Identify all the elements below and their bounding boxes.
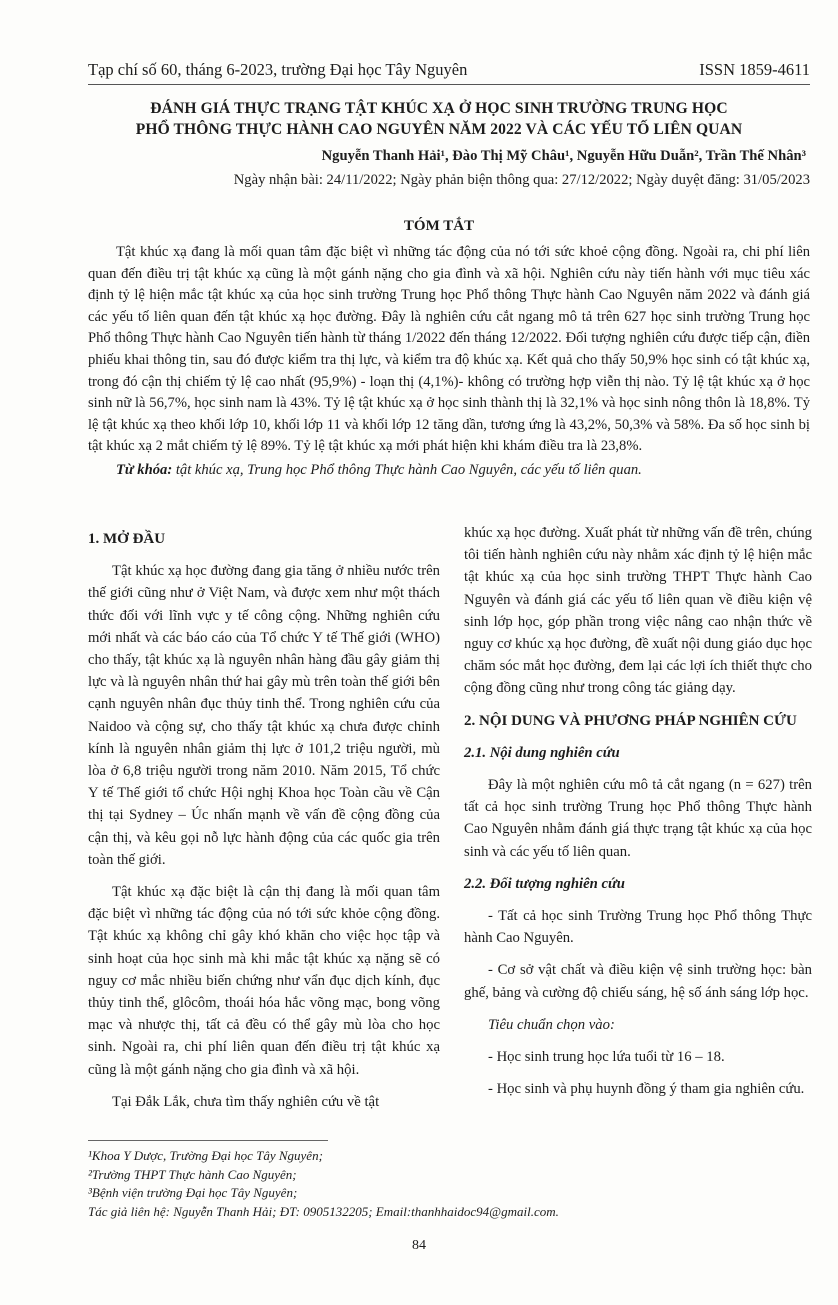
right-column — [464, 522, 812, 1110]
keywords-text: tật khúc xạ, Trung học Phổ thông Thực hành Cao Nguyên, các yếu tố liên quan. — [175, 461, 642, 478]
journal-info: Tạp chí số 60, tháng 6-2023, trường Đại học Tây Nguyên — [88, 60, 468, 79]
footnote: ¹Khoa Y Dược, Trường Đại học Tây Nguyên; — [88, 1148, 323, 1163]
paragraph: - Tất cả học sinh Trường Trung học Phổ thông Thực hành Cao Nguyên. — [464, 908, 812, 947]
running-header — [88, 56, 810, 85]
paragraph: Tật khúc xạ học đường đang gia tăng ở nhiều nước trên thế giới cũng như ở Việt Nam, và được xem như một thách thức đối với lĩnh vực y tế công cộng. Những nghiên cứu mới nhất và các báo cáo của Tổ chức Y tế Thế giới (WHO) cho thấy, tật khúc xạ là nguyên nhân hàng đầu gây giảm thị lực và là nguyên nhân thứ hai gây mù trên toàn thế giới bên cạnh nguyên nhân đục thủy tinh thể. Trong nghiên cứu của Naidoo và cộng sự, cho thấy tật khúc xạ chưa được chỉnh kính là nguyên nhân giảm thị lực ở 101,2 triệu người, mù lòa ở 6,8 triệu người trong năm 2010. Năm 2015, Tổ chức Y tế Thế giới tổ chức Hội nghị Khoa học Toàn cầu về Cận thị tại Sydney – Úc nhấn mạnh về vấn đề cộng đồng của cận thị, và kêu gọi nỗ lực hành động của các quốc gia trên toàn thế giới. — [88, 563, 440, 868]
abstract-heading: TÓM TẮT — [403, 218, 475, 234]
footnote: ³Bệnh viện trường Đại học Tây Nguyên; — [88, 1185, 298, 1201]
paragraph: - Học sinh trung học lứa tuổi từ 16 – 18. — [488, 1049, 725, 1066]
footnotes — [88, 1140, 559, 1221]
paragraph: Tật khúc xạ đặc biệt là cận thị đang là mối quan tâm đặc biệt vì những tác động của nó tới sức khỏe cộng đồng. Tật khúc xạ không chỉ gây khó khăn cho việc học tập và sinh hoạt của học sinh mà khi mắc tật khúc xạ nặng sẽ có nguy cơ mắc nhiều biến chứng như vẩn đục dịch kính, đục thủy tinh thể, glôcôm, thoái hóa hắc võng mạc, bong võng mạc và nhược thị, tất cả đều có thể gây mù lòa cho học sinh. Ngoài ra, chi phí liên quan đến điều trị tật khúc xạ cũng là một gánh nặng cho gia đình và xã hội. — [88, 884, 440, 1078]
authors: Nguyễn Thanh Hải¹, Đào Thị Mỹ Châu¹, Nguyễn Hữu Duẫn², Trần Thế Nhân³ — [321, 148, 806, 164]
submission-dates: Ngày nhận bài: 24/11/2022; Ngày phản biện thông qua: 27/12/2022; Ngày duyệt đăng: 31/05/2023 — [233, 172, 810, 188]
subsection-heading: 2.2. Đối tượng nghiên cứu — [464, 875, 625, 892]
paragraph: Đây là một nghiên cứu mô tả cắt ngang (n = 627) trên tất cả học sinh trường Trung học Phổ thông Thực hành Cao Nguyên nhằm đánh giá thực trạng tật khúc xạ của học sinh và các yếu tố liên quan. — [464, 777, 812, 860]
keywords-label: Từ khóa: — [116, 461, 173, 478]
issn: ISSN 1859-4611 — [699, 60, 810, 79]
footnote-contact: Tác giả liên hệ: Nguyễn Thanh Hải; ĐT: 0905132205; Email:thanhhaidoc94@gmail.com. — [88, 1203, 559, 1219]
section-heading-methods: 2. NỘI DUNG VÀ PHƯƠNG PHÁP NGHIÊN CỨU — [464, 712, 797, 729]
left-column — [88, 528, 440, 1123]
abstract-text: Tật khúc xạ đang là mối quan tâm đặc biệt vì những tác động của nó tới sức khoẻ cộng đồng. Ngoài ra, chi phí liên quan đến điều trị tật khúc xạ cũng là một gánh nặng cho gia đình và xã hội. Nghiên cứu này tiến hành với mục tiêu xác định tỷ lệ hiện mắc tật khúc xạ của học sinh trường Trung học Phổ thông Thực hành Cao Nguyên năm 2022 và đánh giá các yếu tố liên quan đến tật khúc xạ học đường. Đây là nghiên cứu cắt ngang mô tả trên 627 học sinh trường Trung học Phổ thông Thực hành Cao Nguyên tiến hành từ tháng 1/2022 đến tháng 12/2022. Đối tượng nghiên cứu được tiếp cận, điền phiếu khai thông tin, sau đó được kiểm tra thị lực, và kiểm tra độ khúc xạ. Kết quả cho thấy 50,9% học sinh có tật khúc xạ, trong đó cận thị chiếm tỷ lệ cao nhất (95,9%) - loạn thị (4,1%)- không có trường hợp viễn thị nào. Tỷ lệ tật khúc xạ ở học sinh nữ là 56,7%, học sinh nam là 43%. Tỷ lệ tật khúc xạ ở học sinh thành thị là 32,1% và học sinh nông thôn là 18,8%. Tỷ lệ tật khúc xạ theo khối lớp 10, khối lớp 11 và khối lớp 12 tăng dần, tương ứng là 43,2%, 50,3% và 58%. Đa số học sinh bị tật khúc xạ 2 mắt chiếm tỷ lệ 89%. Tỷ lệ tật khúc xạ mới phát hiện khi khám điều tra là 23,8%. — [88, 244, 810, 455]
subsection-heading: 2.1. Nội dung nghiên cứu — [464, 744, 620, 761]
title-line-1: ĐÁNH GIÁ THỰC TRẠNG TẬT KHÚC XẠ Ở HỌC SINH TRƯỜNG TRUNG HỌC — [150, 100, 728, 117]
paragraph: - Cơ sở vật chất và điều kiện vệ sinh trường học: bàn ghế, bảng và cường độ chiếu sáng, hệ số ánh sáng lớp học. — [464, 962, 812, 1001]
keywords — [88, 460, 810, 482]
abstract — [88, 242, 810, 482]
footnote: ²Trường THPT Thực hành Cao Nguyên; — [88, 1166, 297, 1182]
page-number: 84 — [412, 1238, 426, 1253]
criteria-label: Tiêu chuẩn chọn vào: — [488, 1016, 615, 1033]
paragraph: Tại Đắk Lắk, chưa tìm thấy nghiên cứu về tật — [112, 1093, 380, 1110]
title-line-2: PHỔ THÔNG THỰC HÀNH CAO NGUYÊN NĂM 2022 VÀ CÁC YẾU TỐ LIÊN QUAN — [135, 121, 743, 138]
paragraph: khúc xạ học đường. Xuất phát từ những vấn đề trên, chúng tôi tiến hành nghiên cứu này nhằm xác định tỷ lệ hiện mắc tật khúc xạ của học sinh trường THPT Thực hành Cao Nguyên và đánh giá các yếu tố liên quan về điều kiện vệ sinh lớp học, góp phần trong việc nâng cao nhận thức về nguy cơ khúc xạ học đường, đề xuất nội dung giáo dục học chăm sóc mắt học đường, đem lại các lợi ích thiết thực cho cộng đồng cũng như trong công tác giảng dạy. — [464, 525, 812, 697]
section-heading-intro: 1. MỞ ĐẦU — [88, 531, 166, 547]
paragraph: - Học sinh và phụ huynh đồng ý tham gia nghiên cứu. — [488, 1081, 805, 1098]
paper-title — [60, 98, 818, 140]
